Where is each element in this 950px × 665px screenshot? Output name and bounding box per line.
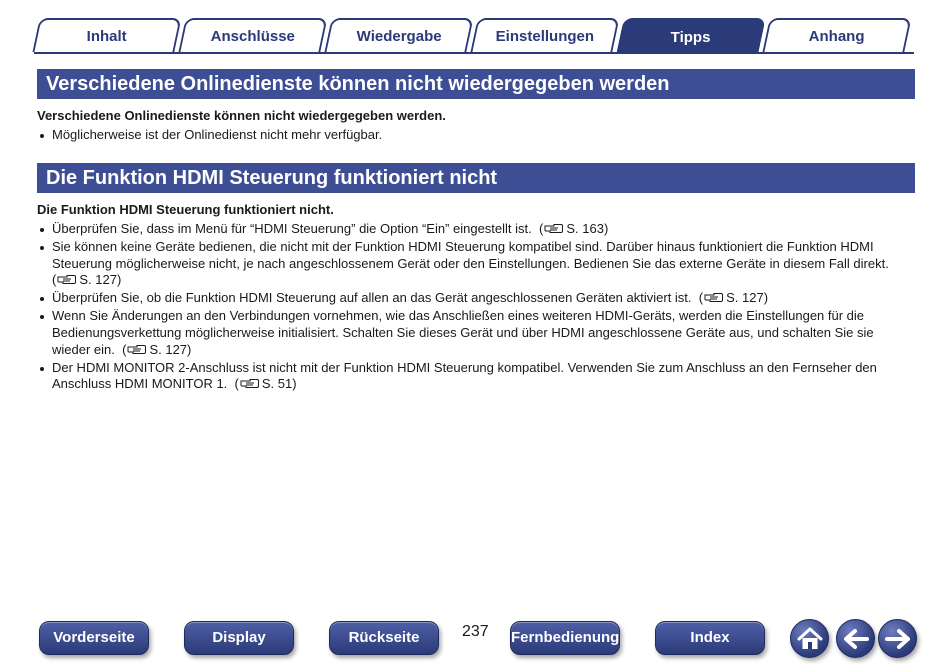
tab-tipps[interactable]: Tipps <box>616 18 766 54</box>
front-panel-button[interactable]: Vorderseite <box>39 621 149 655</box>
page-reference-link[interactable]: ( S. 163) <box>535 221 609 236</box>
section-heading-hdmi-control: Die Funktion HDMI Steuerung funktioniert nicht <box>37 163 915 193</box>
section-heading-online-services: Verschiedene Onlinedienste können nicht wiedergegeben werden <box>37 69 915 99</box>
home-icon <box>797 627 823 651</box>
list-item: Überprüfen Sie, ob die Funktion HDMI Steuerung auf allen an das Gerät angeschlossenen Geräten aktiviert ist. ( S. 127) <box>37 290 915 307</box>
remote-control-button[interactable]: Fernbedienung <box>510 621 620 655</box>
page-number: 237 <box>462 623 489 640</box>
list-item: Sie können keine Geräte bedienen, die nicht mit der Funktion HDMI Steuerung kompatibel sind. Darüber hinaus funktioniert die Funktion HDMI Steuerung möglicherweise nicht, je nach angeschlossenem Gerät oder den Einstellungen. Bedienen Sie das externe Geräte in diesem Fall direkt. ( S. 127) <box>37 239 915 289</box>
page-reference-link[interactable]: ( S. 127) <box>695 290 769 306</box>
forward-button[interactable] <box>878 619 917 658</box>
tab-einstellungen[interactable]: Einstellungen <box>470 18 619 52</box>
tab-baseline <box>34 52 914 54</box>
page-reference-link[interactable]: ( S. 127) <box>52 272 122 288</box>
tab-anhang[interactable]: Anhang <box>762 18 911 52</box>
home-button[interactable] <box>790 619 829 658</box>
list-item: Überprüfen Sie, dass im Menü für “HDMI Steuerung” die Option “Ein” eingestellt ist. ( S. 163) <box>37 221 915 238</box>
pointing-hand-icon <box>240 378 259 389</box>
page-reference-link[interactable]: ( S. 127) <box>118 341 192 357</box>
tab-anschluesse[interactable]: Anschlüsse <box>178 18 327 52</box>
tab-inhalt[interactable]: Inhalt <box>32 18 181 52</box>
list-item: Möglicherweise ist der Onlinedienst nicht mehr verfügbar. <box>37 127 915 144</box>
pointing-hand-icon <box>544 223 563 234</box>
pointing-hand-icon <box>704 292 723 303</box>
index-button[interactable]: Index <box>655 621 765 655</box>
pointing-hand-icon <box>57 274 76 285</box>
pointing-hand-icon <box>127 344 146 355</box>
list-item: Wenn Sie Änderungen an den Verbindungen vornehmen, wie das Anschließen eines weiteren HDMI-Geräts, werden die Einstellungen für die Bedienungsverkettung möglicherweise initialisiert. Schalten Sie dieses Gerät und über HDMI angeschlossene Geräte aus, und schalten Sie sie wieder ein. ( S. 127) <box>37 308 915 358</box>
tab-wiedergabe[interactable]: Wiedergabe <box>324 18 473 52</box>
back-button[interactable] <box>836 619 875 658</box>
bullet-list-online-services <box>37 127 915 145</box>
tab-bar <box>34 18 914 54</box>
display-button[interactable]: Display <box>184 621 294 655</box>
arrow-left-icon <box>843 628 869 650</box>
rear-panel-button[interactable]: Rückseite <box>329 621 439 655</box>
list-item: Der HDMI MONITOR 2-Anschluss ist nicht mit der Funktion HDMI Steuerung kompatibel. Verwenden Sie zum Anschluss an den Fernseher den Anschluss HDMI MONITOR 1. ( S. 51) <box>37 360 915 393</box>
arrow-right-icon <box>885 628 911 650</box>
section-subheading-hdmi-control: Die Funktion HDMI Steuerung funktioniert nicht. <box>37 202 334 217</box>
section-subheading-online-services: Verschiedene Onlinedienste können nicht wiedergegeben werden. <box>37 108 446 123</box>
page-reference-link[interactable]: ( S. 51) <box>230 376 297 392</box>
bullet-list-hdmi-control <box>37 221 915 394</box>
